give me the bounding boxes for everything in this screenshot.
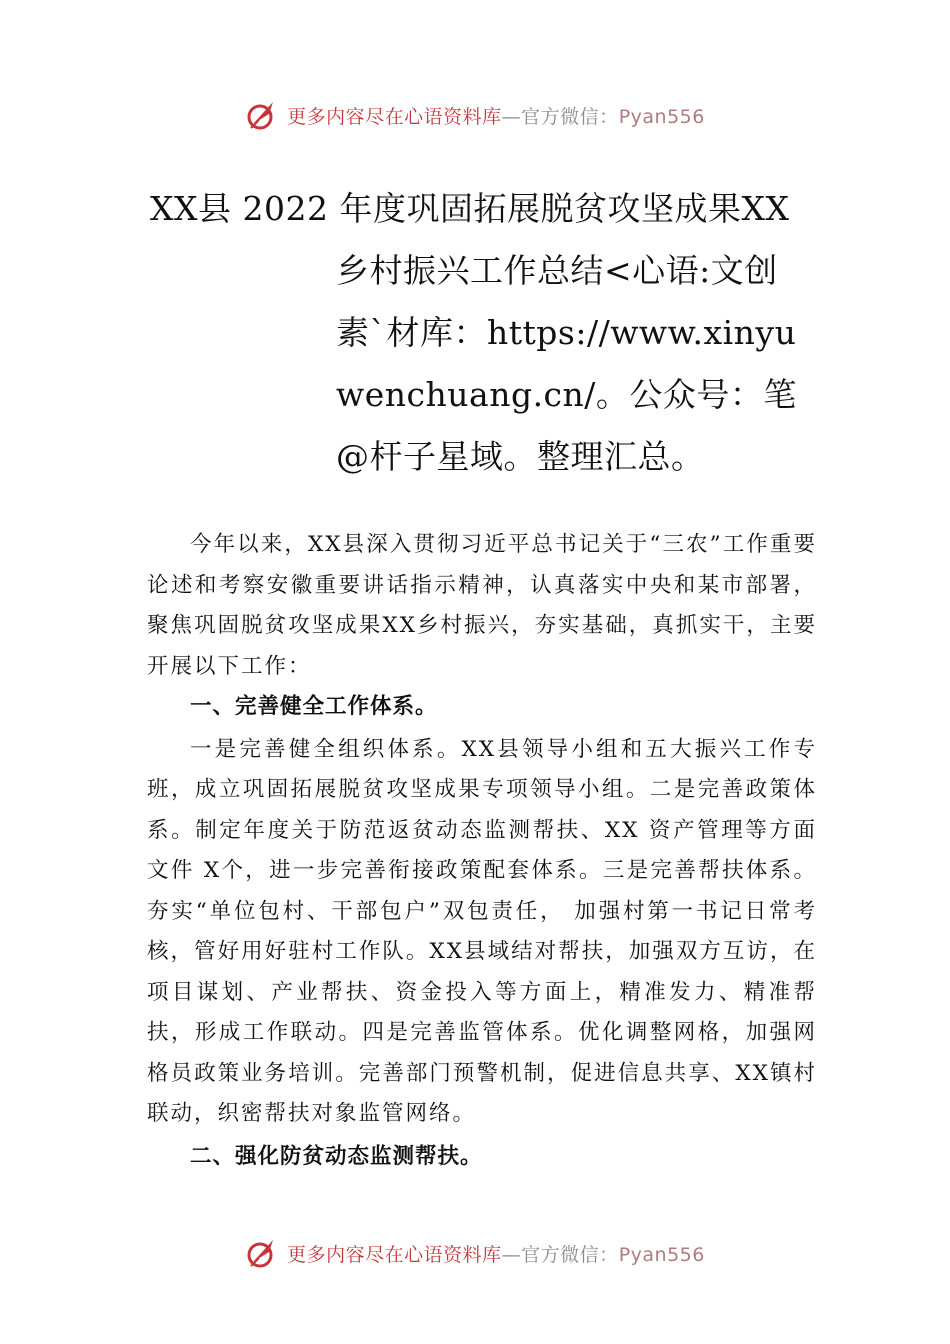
section-1-paragraph: 一是完善健全组织体系。XX县领导小组和五大振兴工作专班，成立巩固拓展脱贫攻坚成果专项领导小组。二是完善政策体系。制定年度关于防范返贫动态监测帮扶、XX 资产管理等方面文件 X个，进一步完善衔接政策配套体系。三是完善帮扶体系。夯实“单位包村、干部包户”双包责任， 加强村第一书记日常考核，管好用好驻村工作队。XX县域结对帮扶，加强双方互访，在项目谋划、产业帮扶、资金投入等方面上，精准发力、精准帮扶，形成工作联动。四是完善监管体系。优化调整网格，加强网格员政策业务培训。完善部门预警机制，促进信息共享、XX镇村联动，织密帮扶对象监管网络。 bbox=[147, 736, 817, 1126]
watermark-main: 更多内容尽在心语资料库 bbox=[287, 105, 502, 128]
quill-logo-icon bbox=[245, 1236, 279, 1270]
watermark-main: 更多内容尽在心语资料库 bbox=[287, 1243, 502, 1266]
section-heading-1: 一、完善健全工作体系。 bbox=[190, 694, 438, 719]
document-title bbox=[150, 178, 800, 488]
section-heading-2: 二、强化防贫动态监测帮扶。 bbox=[190, 1143, 483, 1169]
watermark-id: Pyan556 bbox=[618, 105, 705, 128]
document-body bbox=[147, 525, 817, 1177]
title-line-1: XX县 2022 年度巩固拓展脱贫攻坚成果XX bbox=[150, 189, 790, 228]
watermark-text bbox=[287, 102, 705, 129]
watermark-rest: —官方微信： bbox=[501, 105, 619, 128]
watermark-rest: —官方微信： bbox=[501, 1243, 619, 1266]
watermark-id: Pyan556 bbox=[618, 1243, 705, 1266]
title-continuation: 乡村振兴工作总结<心语:文创素`材库：https://www.xinyuwenchuang.cn/。公众号：笔@杆子星域。整理汇总。 bbox=[336, 251, 797, 476]
intro-paragraph: 今年以来，XX县深入贯彻习近平总书记关于“三农”工作重要论述和考察安徽重要讲话指示精神，认真落实中央和某市部署，聚焦巩固脱贫攻坚成果XX乡村振兴，夯实基础，真抓实干，主要开展以下工作： bbox=[147, 532, 817, 679]
quill-logo-icon bbox=[245, 98, 279, 132]
watermark-footer bbox=[0, 1233, 950, 1273]
watermark-text bbox=[287, 1240, 705, 1267]
watermark-header bbox=[0, 95, 950, 135]
